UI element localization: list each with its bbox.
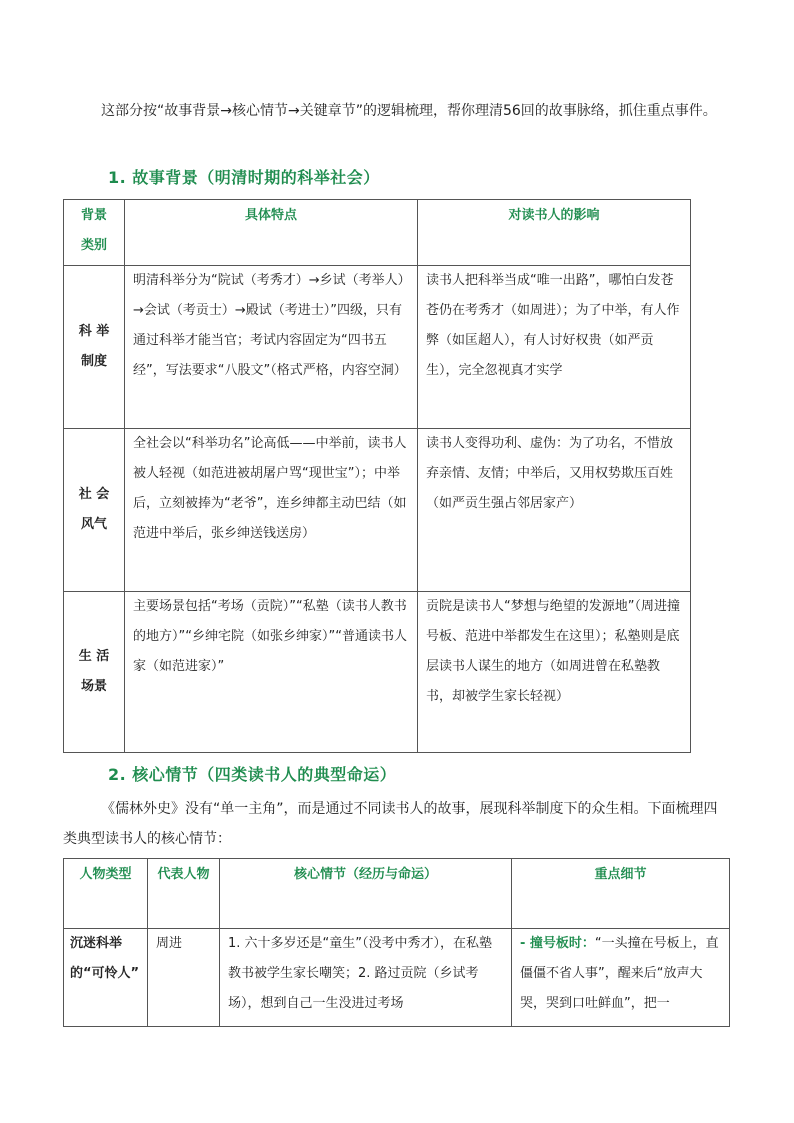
- header-plot: 核心情节（经历与命运）: [220, 859, 512, 929]
- header-detail: 重点细节: [512, 859, 730, 929]
- detail-prefix: - 撞号板时：: [520, 936, 595, 951]
- header-features: 具体特点: [125, 200, 418, 266]
- row-impact: 读书人把科举当成“唯一出路”，哪怕白发苍苍仍在考秀才（如周进）；为了中举，有人作弊（如匡超人），有人讨好权贵（如严贡生），完全忽视真才实学: [418, 266, 691, 429]
- plot-intro-paragraph: 《儒林外史》没有“单一主角”，而是通过不同读书人的故事，展现科举制度下的众生相。下面梳理四类典型读书人的核心情节：: [63, 801, 718, 847]
- table-row: [64, 592, 691, 753]
- row-features: 明清科举分为“院试（考秀才）→乡试（考举人）→会试（考贡士）→殿试（考进士）”四级，只有通过科举才能当官；考试内容固定为“四书五经”，写法要求“八股文”（格式严格，内容空洞）: [125, 266, 418, 429]
- intro-paragraph: 这部分按“故事背景→核心情节→关键章节”的逻辑梳理，帮你理清56回的故事脉络，抓住重点事件。: [101, 103, 717, 119]
- row-plot: 1. 六十多岁还是“童生”（没考中秀才），在私塾教书被学生家长嘲笑；2. 路过贡院（乡试考场），想到自己一生没进过考场: [220, 929, 512, 1027]
- row-detail: [512, 929, 730, 1027]
- row-category: 生 活 场景: [64, 592, 125, 753]
- characters-table: [63, 858, 730, 1027]
- table-row: [64, 929, 730, 1027]
- row-features: 主要场景包括“考场（贡院）”“私塾（读书人教书的地方）”“乡绅宅院（如张乡绅家）”“普通读书人家（如范进家）”: [125, 592, 418, 753]
- row-features: 全社会以“科举功名”论高低——中举前，读书人被人轻视（如范进被胡屠户骂“现世宝”）；中举后，立刻被捧为“老爷”，连乡绅都主动巴结（如范进中举后，张乡绅送钱送房）: [125, 429, 418, 592]
- row-impact: 读书人变得功利、虚伪：为了功名，不惜放弃亲情、友情；中举后，又用权势欺压百姓（如严贡生强占邻居家产）: [418, 429, 691, 592]
- background-table: [63, 199, 691, 753]
- row-category: 科 举 制度: [64, 266, 125, 429]
- header-rep: 代表人物: [148, 859, 220, 929]
- header-category: 背景 类别: [64, 200, 125, 266]
- table-header-row: [64, 859, 730, 929]
- row-category: 社 会 风气: [64, 429, 125, 592]
- row-type: 沉迷科举的“可怜人”: [64, 929, 148, 1027]
- table-header-row: [64, 200, 691, 266]
- table-row: [64, 266, 691, 429]
- row-rep: 周进: [148, 929, 220, 1027]
- row-impact: 贡院是读书人“梦想与绝望的发源地”（周进撞号板、范进中举都发生在这里）；私塾则是底层读书人谋生的地方（如周进曾在私塾教书，却被学生家长轻视）: [418, 592, 691, 753]
- section-heading-background: 1. 故事背景（明清时期的科举社会）: [108, 168, 380, 187]
- detail-text: “一头撞在号板上，直僵僵不省人事”，醒来后“放声大哭，哭到口吐鲜血”，把一: [520, 936, 719, 1011]
- section-heading-plot: 2. 核心情节（四类读书人的典型命运）: [108, 765, 397, 784]
- header-impact: 对读书人的影响: [418, 200, 691, 266]
- table-row: [64, 429, 691, 592]
- header-type: 人物类型: [64, 859, 148, 929]
